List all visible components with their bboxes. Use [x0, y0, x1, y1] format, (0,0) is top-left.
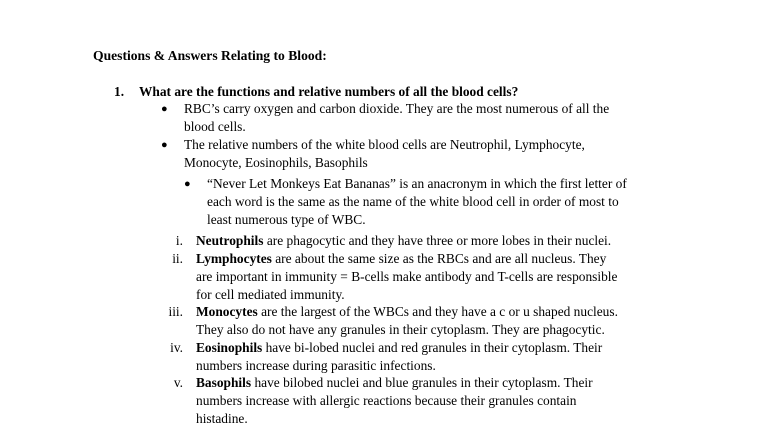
paragraph-line: RBC’s carry oxygen and carbon dioxide. They are the most numerous of all the [184, 101, 610, 116]
question-text: What are the functions and relative numbers of all the blood cells? [139, 84, 519, 99]
cell-name: Basophils [196, 375, 252, 390]
paragraph-line: for cell mediated immunity. [196, 287, 345, 302]
paragraph-line: They also do not have any granules in their cytoplasm. They are phagocytic. [196, 322, 605, 337]
list-numeral: iii. [168, 304, 183, 319]
paragraph-line: numbers increase with allergic reactions because their granules contain [196, 393, 577, 408]
paragraph-line: histadine. [196, 411, 248, 426]
paragraph-line: blood cells. [184, 119, 246, 134]
cell-item-lymphocytes [196, 250, 617, 304]
paragraph-line: each word is the same as the name of the white blood cell in order of most to [207, 194, 619, 209]
paragraph-line: are important in immunity = B-cells make antibody and T-cells are responsible [196, 269, 618, 284]
cell-item-monocytes [196, 303, 618, 339]
list-numeral: iv. [170, 340, 183, 355]
cell-item-neutrophils [196, 232, 611, 250]
paragraph-line: Monocyte, Eosinophils, Basophils [184, 155, 368, 170]
document-heading: Questions & Answers Relating to Blood: [93, 48, 327, 63]
paragraph-line: “Never Let Monkeys Eat Bananas” is an anacronym in which the first letter of [207, 176, 627, 191]
cell-name: Monocytes [196, 304, 258, 319]
paragraph-line: numbers increase during parasitic infections. [196, 358, 436, 373]
cell-description: are the largest of the WBCs and they have a c or u shaped nucleus. [257, 304, 618, 319]
cell-name: Lymphocytes [196, 251, 272, 266]
cell-name: Eosinophils [196, 340, 263, 355]
bullet-icon: ● [161, 103, 168, 115]
cell-name: Neutrophils [196, 233, 264, 248]
cell-item-eosinophils [196, 339, 602, 375]
list-numeral: i. [175, 233, 183, 248]
bullet-paragraph-rbc [184, 100, 609, 136]
list-numeral: ii. [172, 251, 183, 266]
cell-item-basophils [196, 374, 593, 428]
cell-description: are about the same size as the RBCs and are all nucleus. They [271, 251, 607, 266]
cell-description: are phagocytic and they have three or more lobes in their nuclei. [263, 233, 612, 248]
paragraph-line: least numerous type of WBC. [207, 212, 366, 227]
paragraph-line: The relative numbers of the white blood cells are Neutrophil, Lymphocyte, [184, 137, 585, 152]
cell-description: have bilobed nuclei and blue granules in their cytoplasm. Their [251, 375, 593, 390]
sub-bullet-icon: ● [184, 178, 191, 190]
list-numeral: v. [173, 375, 183, 390]
cell-description: have bi-lobed nuclei and red granules in their cytoplasm. Their [262, 340, 603, 355]
sub-bullet-paragraph-mnemonic [207, 175, 627, 229]
bullet-paragraph-wbc-numbers [184, 136, 585, 172]
question-number: 1. [114, 84, 125, 99]
bullet-icon: ● [161, 139, 168, 151]
